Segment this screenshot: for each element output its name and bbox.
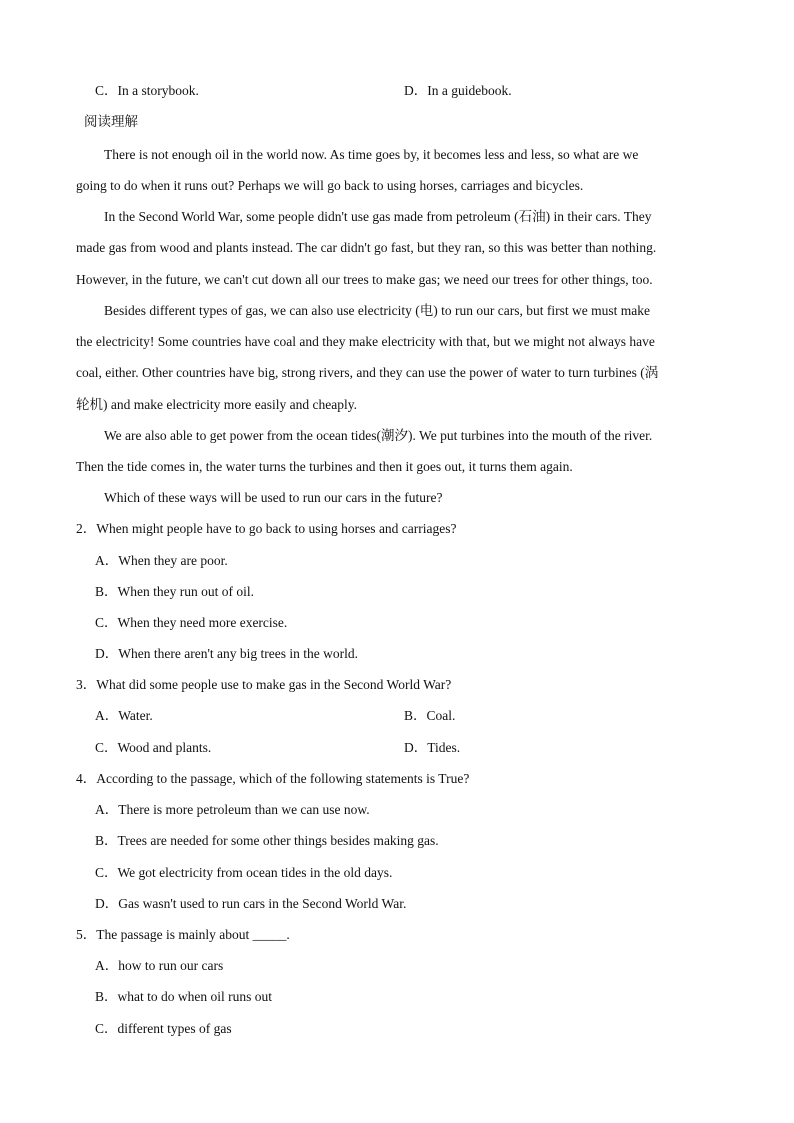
question-3-stem: 3．What did some people use to make gas in the Second World War?: [76, 677, 452, 692]
question-3-option-c[interactable]: C．Wood and plants.: [95, 740, 212, 755]
question-2-option-d[interactable]: D．When there aren't any big trees in the world.: [95, 646, 358, 661]
question-4-option-d[interactable]: D．Gas wasn't used to run cars in the Second World War.: [95, 896, 407, 911]
question-5-option-c[interactable]: C．different types of gas: [95, 1021, 232, 1036]
prev-option-d: D．In a guidebook.: [404, 83, 512, 98]
question-5-option-b[interactable]: B．what to do when oil runs out: [95, 989, 272, 1004]
question-3-option-d[interactable]: D．Tides.: [404, 740, 461, 755]
passage-p1-line-2: going to do when it runs out? Perhaps we will go back to using horses, carriages and bicycles.: [76, 178, 584, 193]
passage-p3-line-3: coal, either. Other countries have big, strong rivers, and they can use the power of water to turn turbines (涡: [76, 365, 659, 380]
question-5-stem: 5．The passage is mainly about _____.: [76, 927, 290, 942]
question-4-option-c[interactable]: C．We got electricity from ocean tides in the old days.: [95, 865, 393, 880]
passage-p2-line-3: However, in the future, we can't cut down all our trees to make gas; we need our trees for other things, too.: [76, 272, 653, 287]
passage-p2-line-2: made gas from wood and plants instead. The car didn't go fast, but they ran, so this was better than nothing.: [76, 240, 657, 255]
question-2-option-a[interactable]: A．When they are poor.: [95, 553, 228, 568]
question-2-stem: 2．When might people have to go back to using horses and carriages?: [76, 521, 457, 536]
passage-p1-line-1: There is not enough oil in the world now. As time goes by, it becomes less and less, so what are we: [104, 147, 639, 162]
passage-p4-line-1: We are also able to get power from the ocean tides(潮汐). We put turbines into the mouth of the river.: [104, 428, 653, 443]
passage-p2-line-1: In the Second World War, some people didn't use gas made from petroleum (石油) in their cars. They: [104, 209, 652, 224]
question-3-option-a[interactable]: A．Water.: [95, 708, 153, 723]
question-4-option-b[interactable]: B．Trees are needed for some other things besides making gas.: [95, 833, 439, 848]
prev-option-c: C．In a storybook.: [95, 83, 199, 98]
question-3-option-b[interactable]: B．Coal.: [404, 708, 456, 723]
passage-p4-line-2: Then the tide comes in, the water turns the turbines and then it goes out, it turns them again.: [76, 459, 573, 474]
section-heading: 阅读理解: [84, 114, 138, 130]
question-5-option-a[interactable]: A．how to run our cars: [95, 958, 224, 973]
question-2-option-c[interactable]: C．When they need more exercise.: [95, 615, 288, 630]
question-4-stem: 4．According to the passage, which of the following statements is True?: [76, 771, 470, 786]
passage-p3-line-1: Besides different types of gas, we can also use electricity (电) to run our cars, but first we must make: [104, 303, 650, 318]
passage-p3-line-2: the electricity! Some countries have coal and they make electricity with that, but we might not always have: [76, 334, 655, 349]
passage-p5-line-1: Which of these ways will be used to run our cars in the future?: [104, 490, 443, 505]
question-2-option-b[interactable]: B．When they run out of oil.: [95, 584, 254, 599]
question-4-option-a[interactable]: A．There is more petroleum than we can use now.: [95, 802, 370, 817]
passage-p3-line-4: 轮机) and make electricity more easily and cheaply.: [76, 397, 358, 412]
